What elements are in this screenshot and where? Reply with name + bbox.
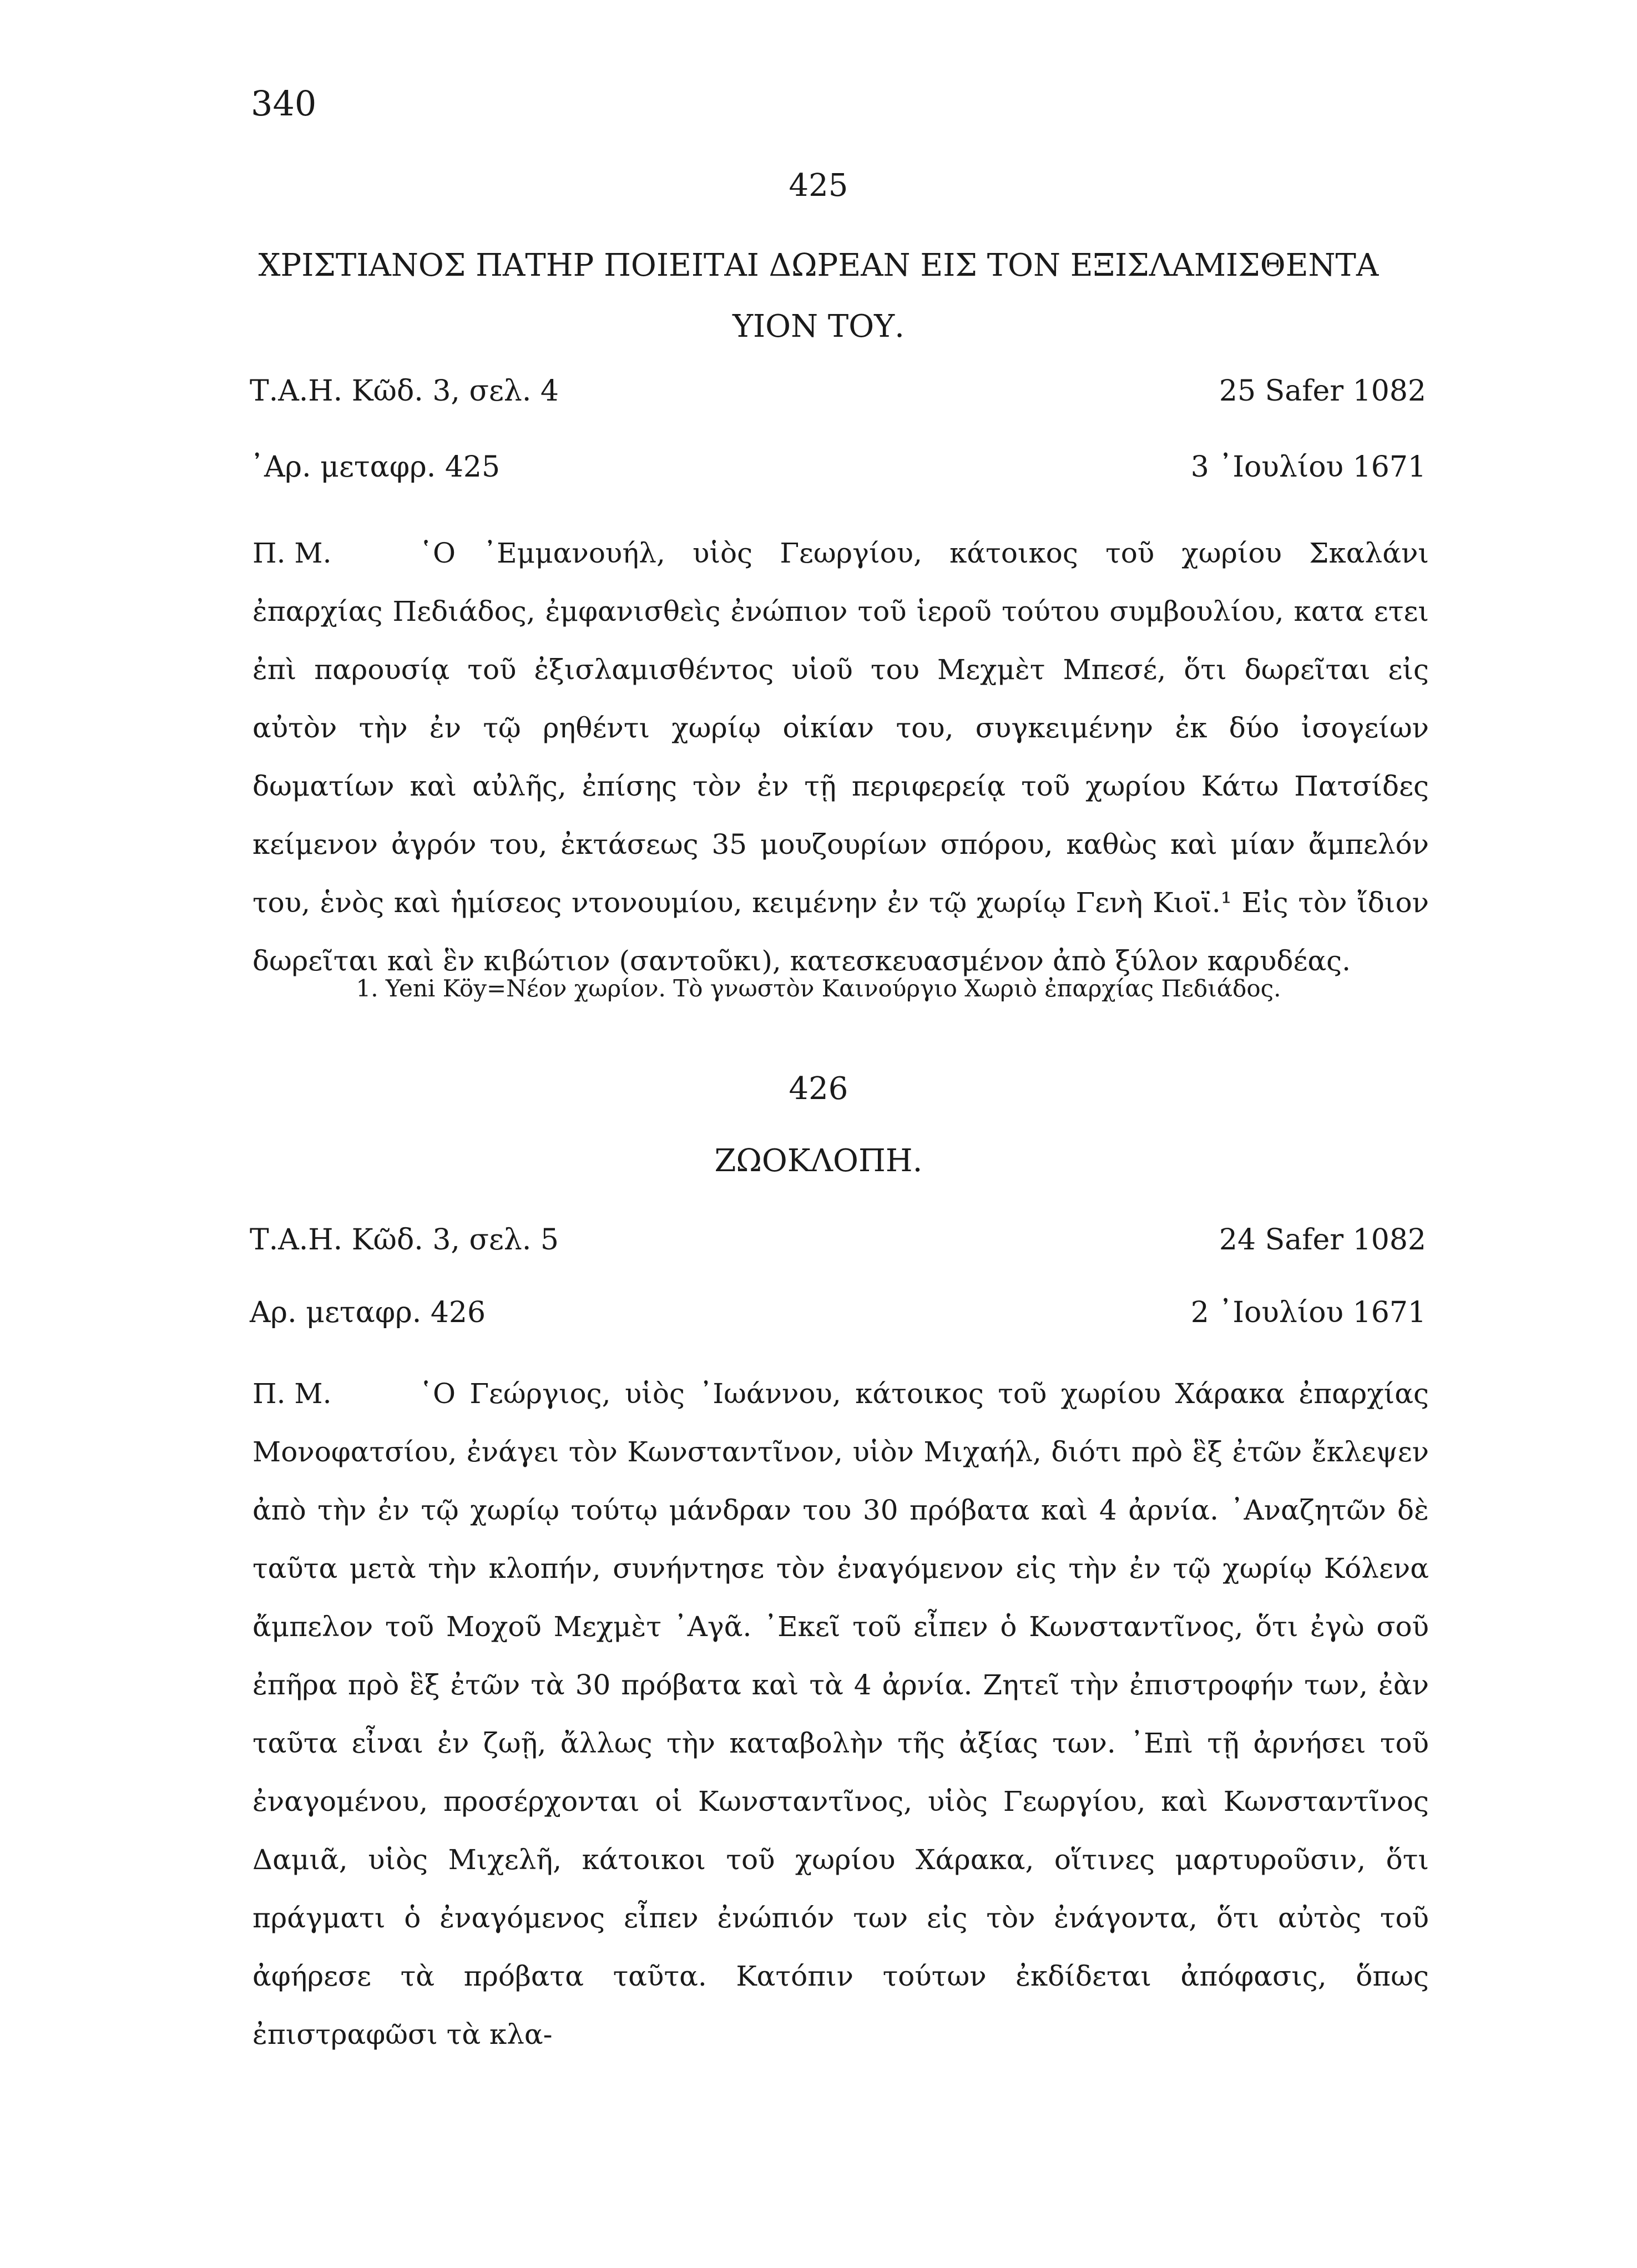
page-number: 340 xyxy=(251,83,317,124)
hijri-date: 25 Safer 1082 xyxy=(1219,374,1426,408)
julian-date: 3 ᾿Ιουλίου 1671 xyxy=(1190,450,1426,484)
reference-row xyxy=(250,1223,1426,1268)
translation-row xyxy=(250,1296,1426,1340)
footnote: 1. Yeni Köy=Νέον χωρίον. Τὸ γνωστὸν Καινούργιο Χωριὸ ἐπαρχίας Πεδιάδος. xyxy=(356,975,1281,1002)
document-title xyxy=(166,235,1471,357)
translation-reference: Αρ. μεταφρ. 426 xyxy=(250,1296,486,1329)
document-number: 425 xyxy=(789,168,848,204)
document-title xyxy=(166,1131,1471,1192)
reference-row xyxy=(250,374,1426,419)
translation-reference: ᾿Αρ. μεταφρ. 425 xyxy=(250,450,501,484)
body-text: ῾Ο Γεώργιος, υἱὸς ᾿Ιωάννου, κάτοικος τοῦ χωρίου Χάρακα ἐπαρχίας Μονοφατσίου, ἐνάγει τὸν Κωνσταντῖνον, υἱὸν Μιχαήλ, διότι πρὸ ἓξ ἐτῶν ἔκλεψεν ἀπὸ τὴν ἐν τῷ χωρίῳ τούτῳ μάνδραν του 30 πρόβατα καὶ 4 ἀρνία. ᾿Αναζητῶν δὲ ταῦτα μετὰ τὴν κλοπήν, συνήντησε τὸν ἐναγόμενον εἰς τὴν ἐν τῷ χωρίῳ Κόλενα ἄμπελον τοῦ Μοχοῦ Μεχμὲτ ᾿Αγᾶ. ᾿Εκεῖ τοῦ εἶπεν ὁ Κωνσταντῖνος, ὅτι ἐγὼ σοῦ ἐπῆρα πρὸ ἓξ ἐτῶν τὰ 30 πρόβατα καὶ τὰ 4 ἀρνία. Ζητεῖ τὴν ἐπιστροφήν των, ἐὰν ταῦτα εἶναι ἐν ζωῇ, ἄλλως τὴν καταβολὴν τῆς ἀξίας των. ᾿Επὶ τῇ ἀρνήσει τοῦ ἐναγομένου, προσέρχονται οἱ Κωνσταντῖνος, υἱὸς Γεωργίου, καὶ Κωνσταντῖνος Δαμιᾶ, υἱὸς Μιχελῆ, κάτοικοι τοῦ χωρίου Χάρακα, οἵτινες μαρτυροῦσιν, ὅτι πράγματι ὁ ἐναγόμενος εἶπεν ἐνώπιόν των εἰς τὸν ἐνάγοντα, ὅτι αὐτὸς τοῦ ἀφήρεσε τὰ πρόβατα ταῦτα. Κατόπιν τούτων ἐκδίδεται ἀπόφασις, ὅπως ἐπιστραφῶσι τὰ κλα- xyxy=(252,1378,1429,2051)
document-body xyxy=(252,524,1429,990)
body-lead: Π. Μ. xyxy=(252,1378,332,1410)
code-reference: Τ.Α.Η. Κῶδ. 3, σελ. 4 xyxy=(250,374,559,408)
code-reference: Τ.Α.Η. Κῶδ. 3, σελ. 5 xyxy=(250,1223,559,1257)
body-text: ῾Ο ᾿Εμμανουήλ, υἱὸς Γεωργίου, κάτοικος τοῦ χωρίου Σκαλάνι ἐπαρχίας Πεδιάδος, ἐμφανισθεὶς ἐνώπιον τοῦ ἱεροῦ τούτου συμβουλίου, κατα ετει ἐπὶ παρουσίᾳ τοῦ ἐξισλαμισθέντος υἱοῦ του Μεχμὲτ Μπεσέ, ὅτι δωρεῖται εἰς αὐτὸν τὴν ἐν τῷ ρηθέντι χωρίῳ οἰκίαν του, συγκειμένην ἐκ δύο ἰσογείων δωματίων καὶ αὐλῆς, ἐπίσης τὸν ἐν τῇ περιφερείᾳ τοῦ χωρίου Κάτω Πατσίδες κείμενον ἀγρόν του, ἐκτάσεως 35 μουζουρίων σπόρου, καθὼς καὶ μίαν ἄμπελόν του, ἑνὸς καὶ ἡμίσεος ντονουμίου, κειμένην ἐν τῷ χωρίῳ Γενὴ Κιοϊ.¹ Εἰς τὸν ἴδιον δωρεῖται καὶ ἓν κιβώτιον (σαντοῦκι), κατεσκευασμένον ἀπὸ ξύλον καρυδέας. xyxy=(252,537,1429,977)
document-number: 426 xyxy=(789,1071,848,1107)
translation-row xyxy=(250,450,1426,495)
document-body xyxy=(252,1365,1429,2064)
title-line: ΥΙΟΝ ΤΟΥ. xyxy=(732,308,905,345)
julian-date: 2 ᾿Ιουλίου 1671 xyxy=(1190,1296,1426,1329)
hijri-date: 24 Safer 1082 xyxy=(1219,1223,1426,1257)
title-line: ΧΡΙΣΤΙΑΝΟΣ ΠΑΤΗΡ ΠΟΙΕΙΤΑΙ ΔΩΡΕΑΝ ΕΙΣ ΤΟΝ ΕΞΙΣΛΑΜΙΣΘΕΝΤΑ xyxy=(258,247,1379,284)
body-lead: Π. Μ. xyxy=(252,537,332,569)
title-line: ΖΩΟΚΛΟΠΗ. xyxy=(714,1143,923,1179)
